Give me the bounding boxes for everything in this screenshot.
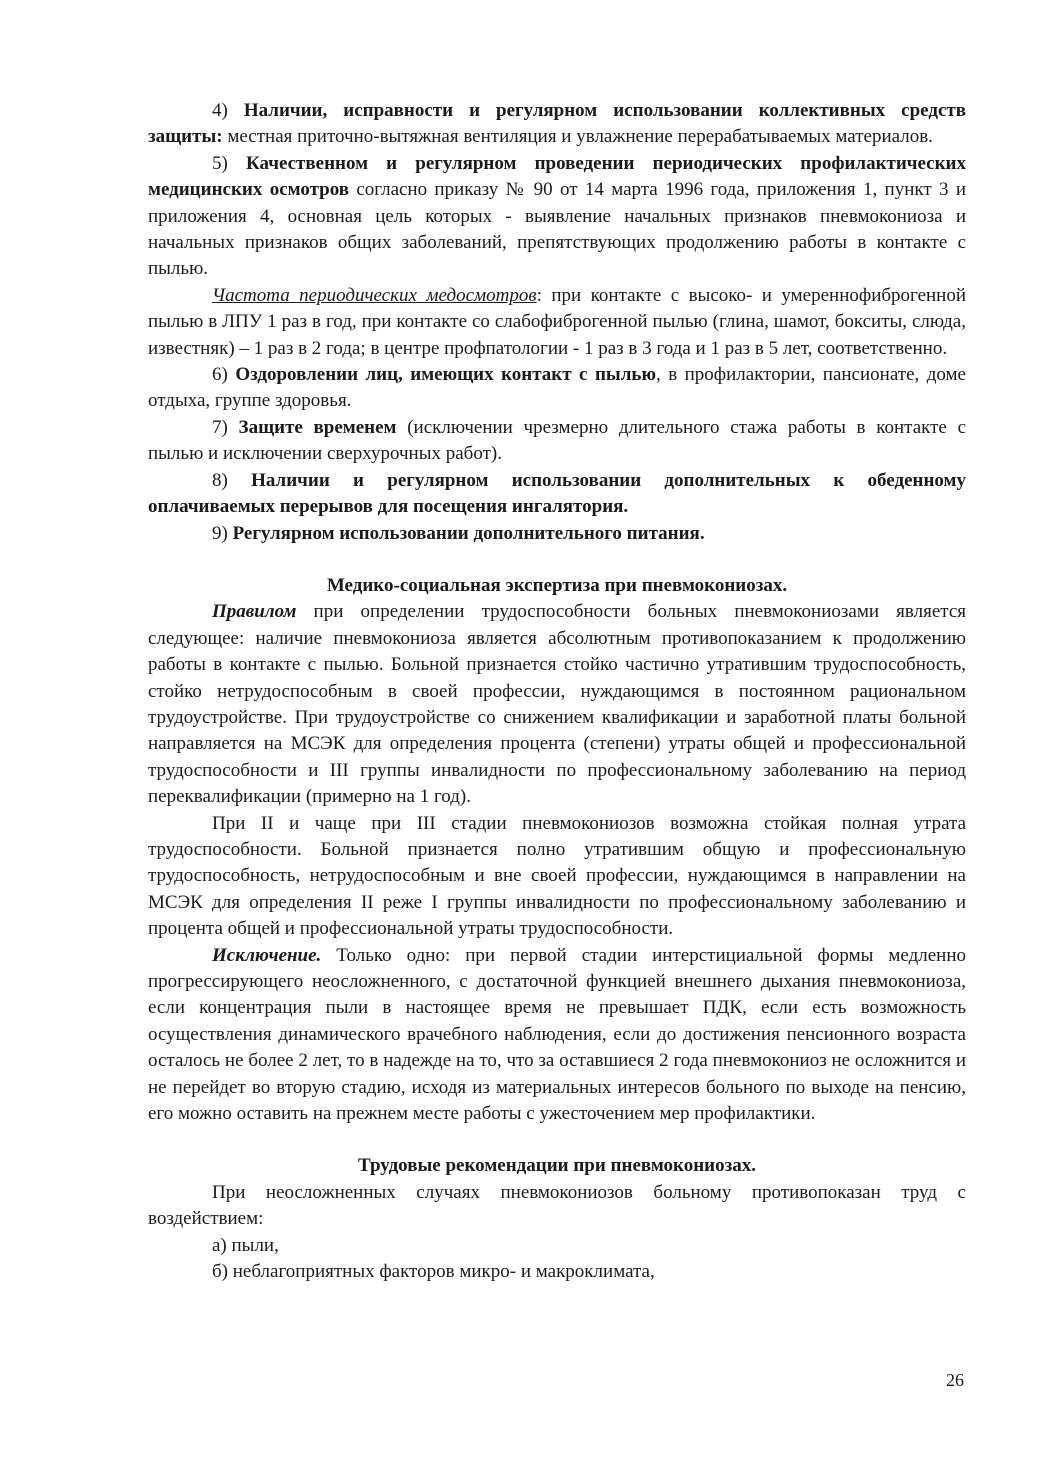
item-bold-text: Наличии и регулярном использовании дополнительных к обеденному оплачиваемых перерывов для посещения ингалятория.	[148, 469, 966, 518]
item-number: 5)	[212, 152, 246, 174]
item-number: 7)	[212, 416, 239, 438]
item-number: 6)	[212, 364, 236, 386]
item-bold-text: Защите временем	[238, 416, 397, 438]
list-item: б) неблагоприятных факторов микро- и макроклимата,	[212, 1261, 655, 1283]
checkup-frequency-paragraph	[148, 283, 966, 362]
item-4	[148, 98, 966, 151]
item-bold-text: Качественном и регулярном проведении периодических профилактических медицинских осмотров	[148, 152, 967, 201]
item-8	[148, 468, 966, 521]
checkup-frequency-label: Частота периодических медосмотров	[212, 284, 537, 306]
item-text: (исключении чрезмерно длительного стажа работы в контакте с пылью и исключении сверхурочных работ).	[148, 416, 967, 465]
section-gap	[148, 1127, 966, 1153]
item-number: 4)	[212, 100, 244, 121]
item-text: согласно приказу № 90 от 14 марта 1996 года, приложения 1, пункт 3 и приложения 4, основная цель которых - выявление начальных признаков пневмокониоза и начальных признаков общих заболеваний, препятствующих продолжению работы в контакте с пылью.	[148, 179, 966, 280]
section-heading-mse: Медико-социальная экспертиза при пневмокониозах.	[326, 574, 788, 596]
item-9	[148, 521, 966, 547]
item-text: местная приточно-вытяжная вентиляция и увлажнение перерабатываемых материалов.	[222, 126, 933, 148]
item-number: 8)	[212, 469, 252, 491]
checkup-frequency-text: : при контакте с высоко- и умереннофиброгенной пылью в ЛПУ 1 раз в год, при контакте со слабофиброгенной пылью (глина, шамот, бокситы, слюда, известняк) – 1 раз в 2 года; в центре профпатологии - 1 раз в 3 года и 1 раз в 5 лет, соответственно.	[148, 284, 967, 359]
exception-paragraph	[148, 943, 966, 1128]
list-item: а) пыли,	[212, 1234, 279, 1256]
item-text: , в профилактории, пансионате, доме отдыха, группе здоровья.	[148, 364, 966, 412]
item-number: 9)	[212, 522, 233, 544]
rule-text: при определении трудоспособности больных пневмокониозами является следующее: наличие пневмокониоза является абсолютным противопоказанием к продолжению работы в контакте с пылью. Больной признается стойко частично утратившим трудоспособность, стойко нетрудоспособным в своей профессии, нуждающимся в постоянном рациональном трудоустройстве. При трудоустройстве со снижением квалификации и заработной платы больной направляется на МСЭК для определения процента (степени) утраты общей и профессиональной трудоспособности и III группы инвалидности по профессиональному заболеванию на период переквалификации (примерно на 1 год).	[148, 601, 966, 808]
item-bold-text: Оздоровлении лиц, имеющих контакт с пылью	[235, 364, 656, 386]
item-bold-text: Регулярном использовании дополнительного питания.	[232, 522, 705, 544]
exception-lead-word: Исключение.	[212, 944, 322, 966]
exception-text: Только одно: при первой стадии интерстициальной формы медленно прогрессирующего неосложненного, с достаточной функцией внешнего дыхания пневмокониоза, если концентрация пыли в настоящее время не превышает ПДК, если есть возможность осуществления динамического врачебного наблюдения, если до достижения пенсионного возраста осталось не более 2 лет, то в надежде на то, что за оставшиеся 2 года пневмокониоз не осложнится и не перейдет во вторую стадию, исходя из материальных интересов больного по выходе на пенсию, его можно оставить на прежнем месте работы с ужесточением мер профилактики.	[148, 944, 966, 1125]
document-page	[148, 98, 966, 1285]
rule-lead-word: Правилом	[212, 601, 297, 623]
item-7	[148, 415, 966, 468]
section-heading-work-recommendations: Трудовые рекомендации при пневмокониозах.	[358, 1155, 756, 1177]
page-number: 26	[946, 1370, 964, 1390]
section-gap	[148, 547, 966, 573]
work-recommendations-intro: При неосложненных случаях пневмокониозов больному противопоказан труд с воздействием:	[148, 1181, 966, 1230]
rule-paragraph	[148, 599, 966, 810]
item-bold-text: Наличии, исправности и регулярном использовании коллективных средств защиты:	[148, 100, 967, 148]
stage-paragraph: При II и чаще при III стадии пневмокониозов возможна стойкая полная утрата трудоспособности. Больной признается полно утратившим общую и профессиональную трудоспособность, нетрудоспособным и вне своей профессии, нуждающимся в направлении на МСЭК для определения II реже I группы инвалидности по профессиональному заболеванию и процента общей и профессиональной утраты трудоспособности.	[148, 812, 966, 940]
item-5	[148, 151, 966, 283]
item-6	[148, 362, 966, 415]
